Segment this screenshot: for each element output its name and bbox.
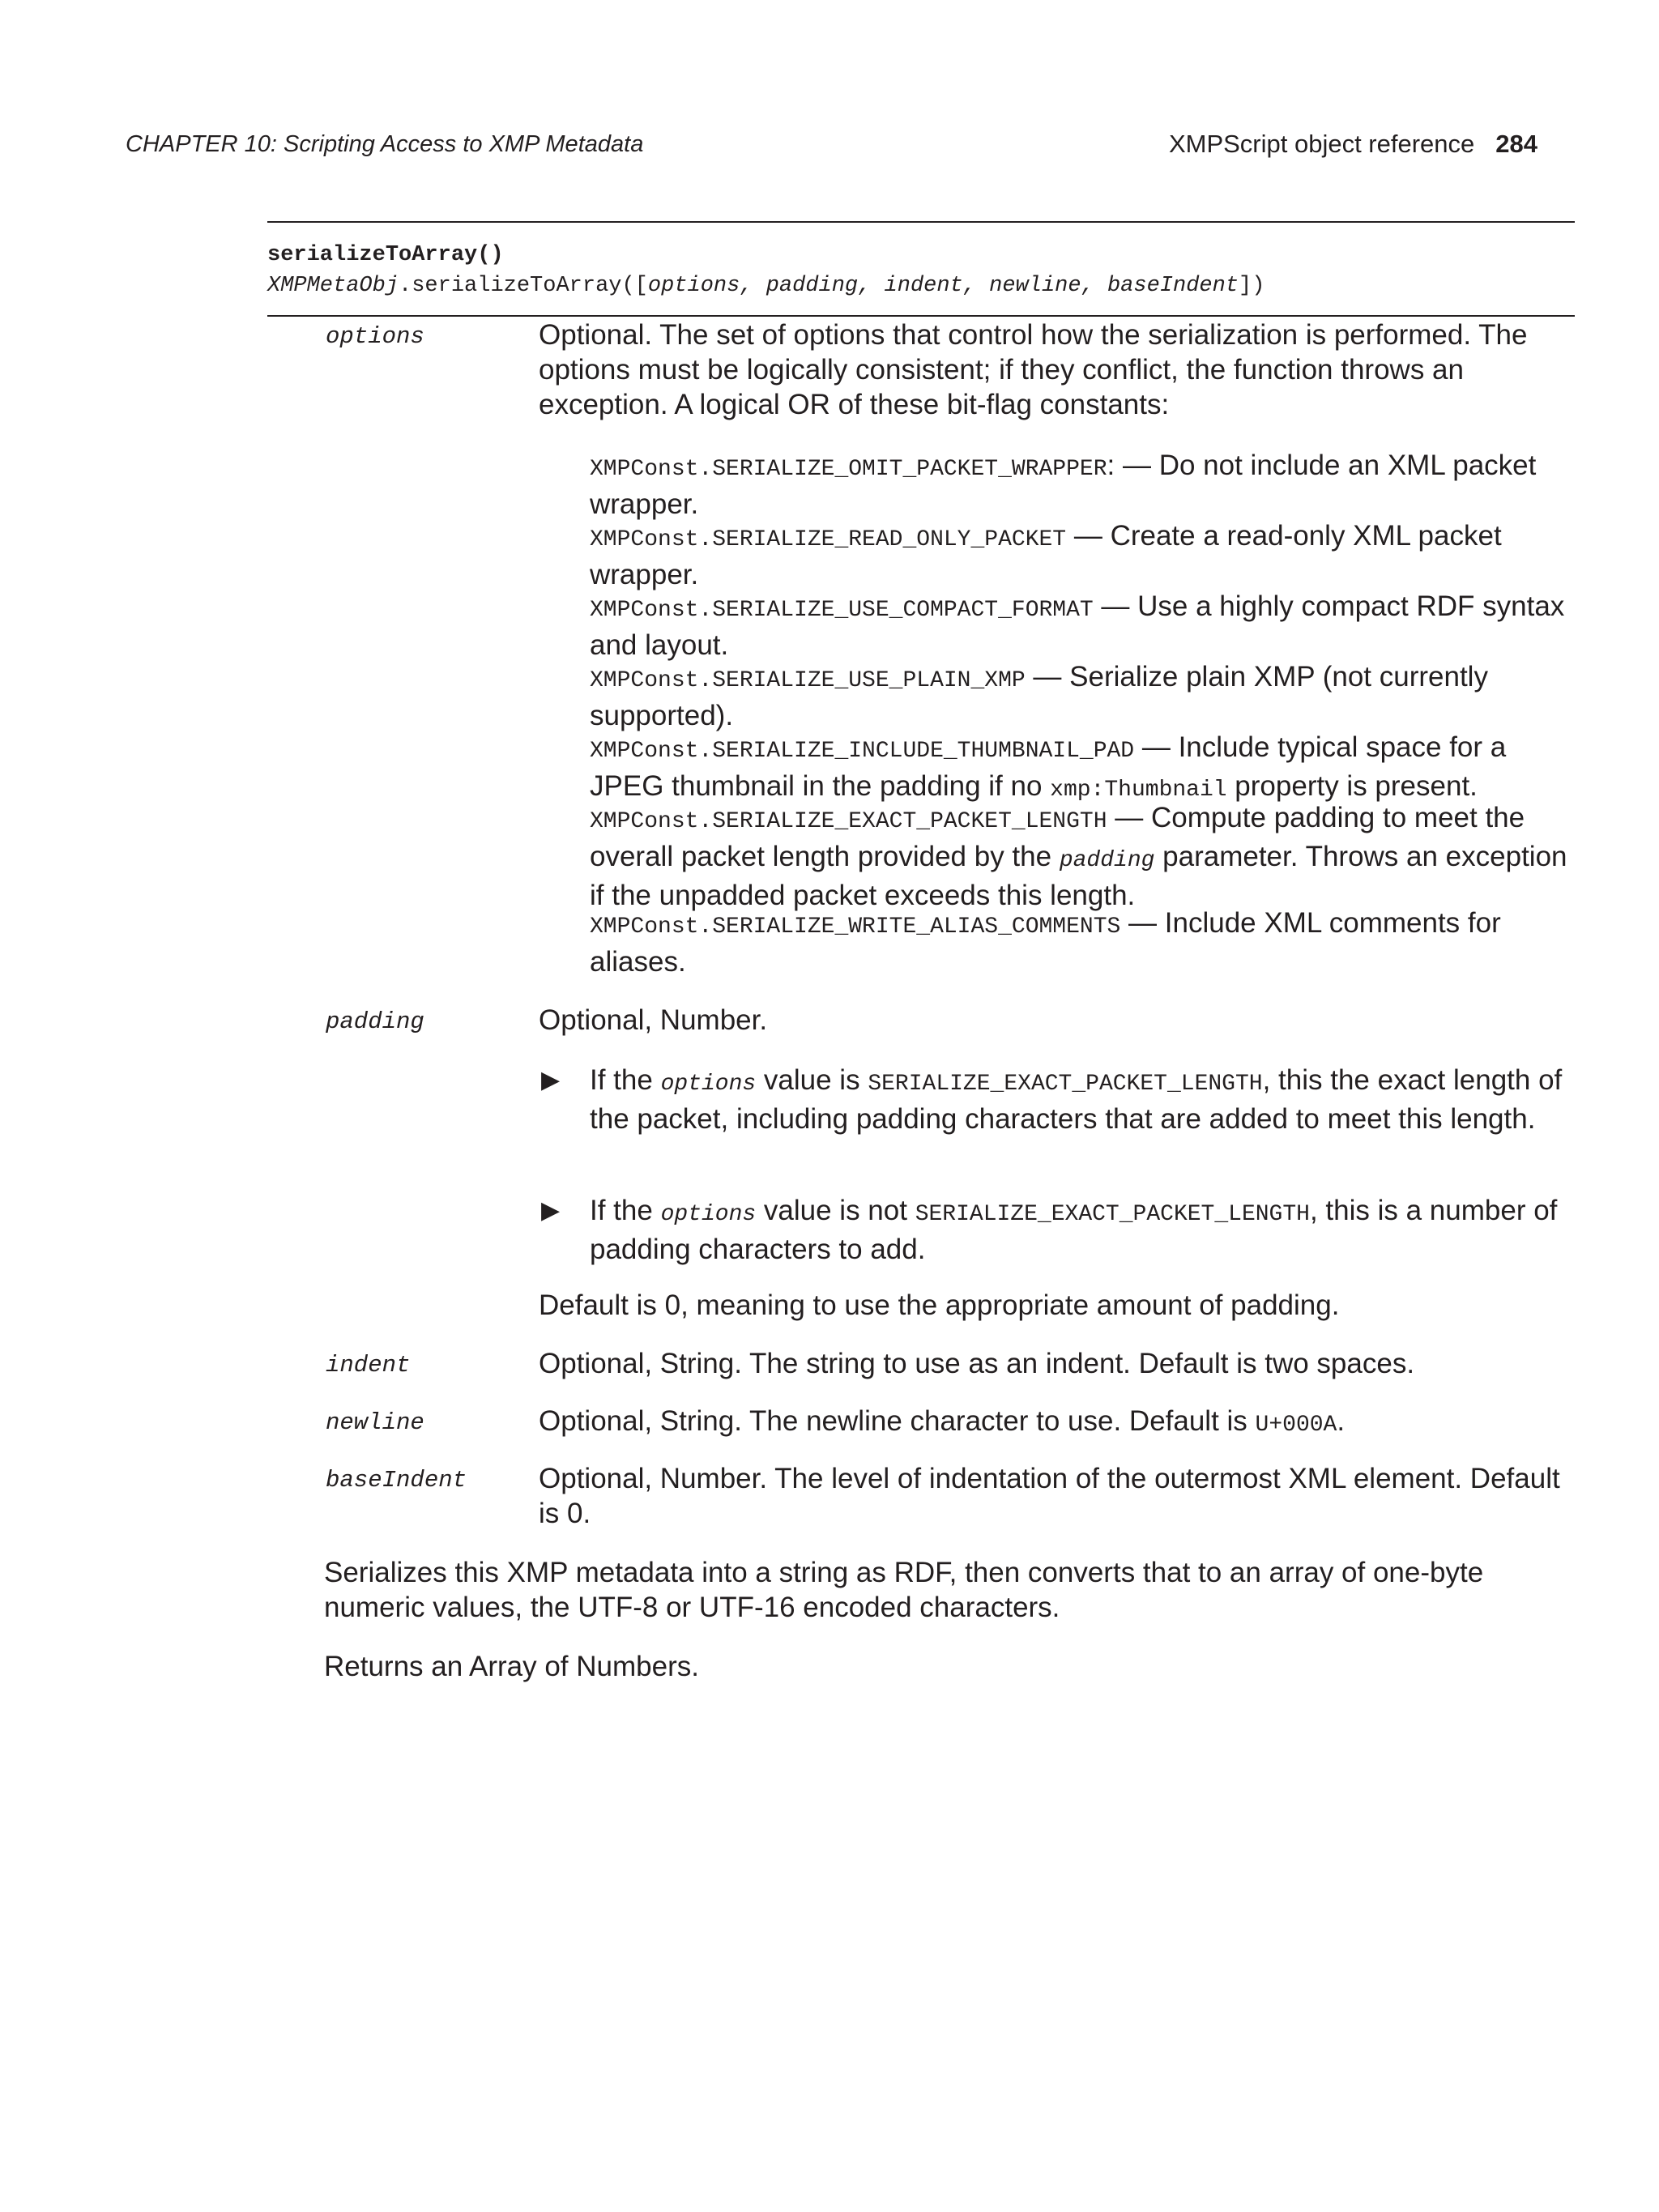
param-type-padding: Optional, Number. (539, 1004, 768, 1036)
inline-code: U+000A (1255, 1413, 1337, 1438)
method-signature (267, 271, 1575, 301)
signature-function: .serializeToArray([ (399, 274, 648, 298)
constant-item: XMPConst.SERIALIZE_OMIT_PACKET_WRAPPER: — Do not include an XML packet wrapper. (590, 450, 1537, 520)
param-name-baseIndent: baseIndent (326, 1467, 467, 1494)
constant-desc: Use a highly compact RDF syntax and layout. (590, 590, 1565, 661)
inline-code: SERIALIZE_EXACT_PACKET_LENGTH (868, 1072, 1263, 1097)
constant-desc: Include XML comments for aliases. (590, 907, 1501, 978)
summary-paragraph: Serializes this XMP metadata into a string as RDF, then converts that to an array of one-byte numeric values, the UTF-8 or UTF-16 encoded characters. (324, 1557, 1484, 1623)
constant-item: XMPConst.SERIALIZE_READ_ONLY_PACKET — Create a read-only XML packet wrapper. (590, 520, 1502, 590)
constant-name: XMPConst.SERIALIZE_OMIT_PACKET_WRAPPER (590, 457, 1107, 482)
method-name: serializeToArray() (267, 243, 504, 267)
constant-name: XMPConst.SERIALIZE_EXACT_PACKET_LENGTH (590, 809, 1107, 834)
constant-item: XMPConst.SERIALIZE_USE_COMPACT_FORMAT — Use a highly compact RDF syntax and layout. (590, 590, 1565, 661)
signature-close: ]) (1239, 274, 1265, 298)
constant-item: XMPConst.SERIALIZE_USE_PLAIN_XMP — Serialize plain XMP (not currently supported). (590, 661, 1488, 731)
param-name-options: options (326, 323, 424, 350)
page-header (0, 0, 1659, 178)
bullet-item: If the options value is SERIALIZE_EXACT_PACKET_LENGTH, this the exact length of the packet, including padding characters that are added to meet this length. (590, 1064, 1563, 1135)
param-name-newline: newline (326, 1409, 424, 1436)
param-name-indent: indent (326, 1352, 411, 1379)
inline-code: options (660, 1202, 757, 1227)
constant-name: XMPConst.SERIALIZE_INCLUDE_THUMBNAIL_PAD (590, 739, 1135, 764)
signature-args: options, padding, indent, newline, baseIndent (647, 274, 1239, 298)
section-title: XMPScript object reference (1168, 130, 1475, 158)
returns-paragraph: Returns an Array of Numbers. (324, 1651, 699, 1682)
section-header (1169, 128, 1537, 160)
constant-name: XMPConst.SERIALIZE_READ_ONLY_PACKET (590, 527, 1067, 552)
param-default-padding: Default is 0, meaning to use the appropriate amount of padding. (539, 1289, 1340, 1321)
param-desc-newline: Optional, String. The newline character to use. Default is U+000A. (539, 1405, 1346, 1438)
constant-item: XMPConst.SERIALIZE_INCLUDE_THUMBNAIL_PAD — Include typical space for a JPEG thumbnail in the padding if no xmp:Thumbnail property is present. (590, 731, 1507, 803)
param-desc-options: Optional. The set of options that control how the serialization is performed. The options must be logically consistent; if they conflict, the function throws an exception. A logical OR of these bit-flag constants: (539, 319, 1528, 420)
chapter-title: CHAPTER 10: Scripting Access to XMP Metadata (126, 131, 644, 157)
constant-item: XMPConst.SERIALIZE_EXACT_PACKET_LENGTH — Compute padding to meet the overall packet length provided by the padding parameter. Throws an exception if the unpadded packet exceeds this length. (590, 802, 1567, 911)
inline-code: SERIALIZE_EXACT_PACKET_LENGTH (915, 1202, 1310, 1227)
inline-code: options (660, 1072, 757, 1097)
bullet-item: If the options value is not SERIALIZE_EXACT_PACKET_LENGTH, this is a number of padding characters to add. (590, 1195, 1558, 1265)
page-number: 284 (1495, 130, 1537, 158)
constant-name: XMPConst.SERIALIZE_WRITE_ALIAS_COMMENTS (590, 914, 1121, 940)
param-desc-indent: Optional, String. The string to use as an indent. Default is two spaces. (539, 1348, 1415, 1379)
method-signature-box (267, 221, 1575, 317)
constant-desc: Create a read-only XML packet wrapper. (590, 520, 1502, 590)
constant-name: XMPConst.SERIALIZE_USE_PLAIN_XMP (590, 668, 1026, 693)
constant-desc: Do not include an XML packet wrapper. (590, 450, 1537, 520)
inline-code: padding (1059, 848, 1155, 873)
constant-item: XMPConst.SERIALIZE_WRITE_ALIAS_COMMENTS — Include XML comments for aliases. (590, 907, 1501, 978)
bullet-icon: ▶ (541, 1067, 561, 1093)
inline-code: xmp:Thumbnail (1050, 778, 1227, 803)
signature-object: XMPMetaObj (267, 274, 399, 298)
constant-desc: Serialize plain XMP (not currently supported). (590, 661, 1488, 731)
param-name-padding: padding (326, 1008, 424, 1035)
bullet-icon: ▶ (541, 1197, 561, 1224)
param-desc-baseIndent: Optional, Number. The level of indentation of the outermost XML element. Default is 0. (539, 1463, 1560, 1529)
constant-name: XMPConst.SERIALIZE_USE_COMPACT_FORMAT (590, 598, 1094, 623)
